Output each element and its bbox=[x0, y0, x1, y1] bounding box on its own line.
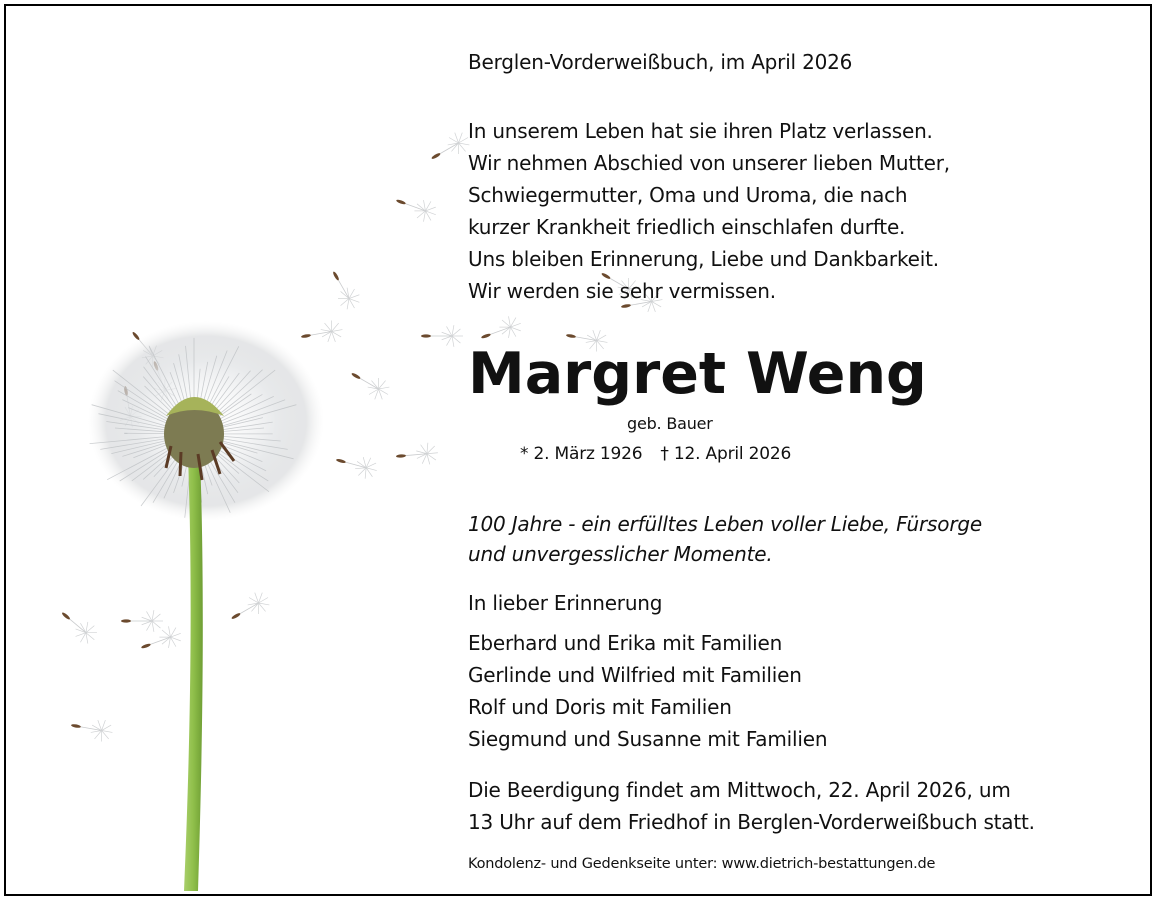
intro-line: kurzer Krankheit friedlich einschlafen durfte. bbox=[468, 215, 906, 239]
funeral-info bbox=[468, 774, 1035, 838]
intro-text bbox=[468, 115, 950, 307]
family-item: Gerlinde und Wilfried mit Familien bbox=[468, 663, 802, 687]
seed-icon bbox=[395, 442, 439, 467]
life-dates bbox=[520, 444, 791, 464]
motto-line: und unvergesslicher Momente. bbox=[468, 542, 773, 566]
birth-date: * 2. März 1926 bbox=[520, 444, 643, 464]
seed-icon bbox=[69, 714, 114, 743]
intro-line: Uns bleiben Erinnerung, Liebe und Dankbarkeit. bbox=[468, 247, 939, 271]
seed-icon bbox=[138, 623, 185, 658]
condolence-link: Kondolenz- und Gedenkseite unter: www.dietrich-bestattungen.de bbox=[468, 856, 936, 872]
family-item: Siegmund und Susanne mit Familien bbox=[468, 727, 828, 751]
deceased-name: Margret Weng bbox=[468, 341, 927, 407]
seed-icon bbox=[299, 319, 344, 348]
funeral-line: 13 Uhr auf dem Friedhof in Berglen-Vorderweißbuch statt. bbox=[468, 810, 1035, 834]
seed-icon bbox=[333, 449, 379, 481]
dandelion-stem bbox=[184, 456, 203, 891]
maiden-name: geb. Bauer bbox=[627, 414, 713, 433]
seed-icon bbox=[393, 190, 440, 225]
death-date: † 12. April 2026 bbox=[660, 444, 792, 464]
seed-icon bbox=[346, 364, 393, 404]
seed-icon bbox=[426, 128, 473, 168]
seed-icon bbox=[121, 610, 163, 632]
intro-line: Wir nehmen Abschied von unserer lieben Mutter, bbox=[468, 151, 950, 175]
family-item: Eberhard und Erika mit Familien bbox=[468, 631, 783, 655]
obituary-notice bbox=[4, 4, 1152, 896]
family-item: Rolf und Doris mit Familien bbox=[468, 695, 732, 719]
motto bbox=[468, 509, 982, 569]
seed-icon bbox=[226, 588, 273, 628]
seed-icon bbox=[324, 266, 364, 313]
family-list bbox=[468, 627, 827, 755]
intro-line: Wir werden sie sehr vermissen. bbox=[468, 279, 776, 303]
intro-line: In unserem Leben hat sie ihren Platz verlassen. bbox=[468, 119, 933, 143]
place-date: Berglen-Vorderweißbuch, im April 2026 bbox=[468, 50, 853, 74]
memory-heading: In lieber Erinnerung bbox=[468, 591, 663, 615]
motto-line: 100 Jahre - ein erfülltes Leben voller Liebe, Fürsorge bbox=[468, 512, 982, 536]
seed-icon bbox=[55, 604, 101, 648]
intro-line: Schwiegermutter, Oma und Uroma, die nach bbox=[468, 183, 908, 207]
seed-icon bbox=[421, 325, 463, 347]
funeral-line: Die Beerdigung findet am Mittwoch, 22. April 2026, um bbox=[468, 778, 1011, 802]
